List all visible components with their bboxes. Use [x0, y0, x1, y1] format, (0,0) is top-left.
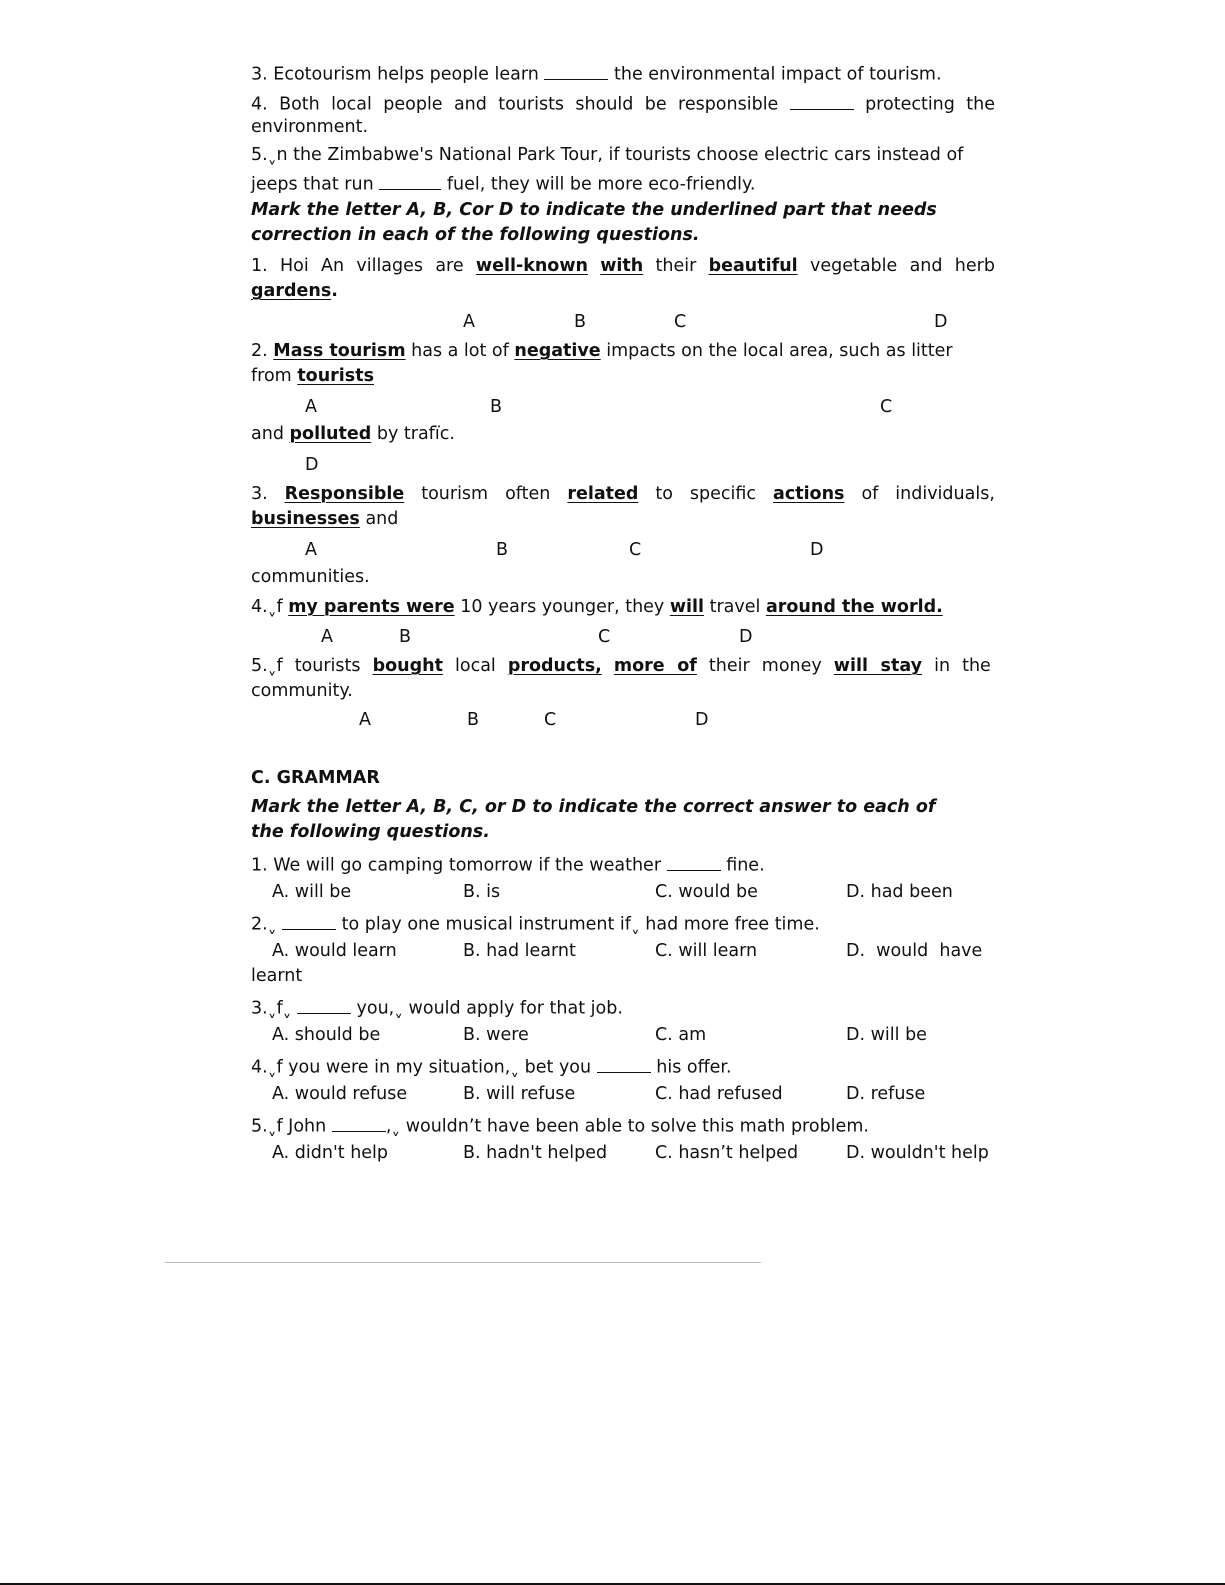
- option-d: D. had been: [846, 882, 953, 902]
- underlined-c: will: [669, 597, 705, 617]
- word: to: [655, 484, 673, 504]
- footer-divider: [165, 1262, 761, 1263]
- question-number: 3.: [251, 484, 268, 504]
- vocab-q3: [251, 61, 942, 85]
- question-text: to play one musical instrument ifˬ had more free time.: [341, 914, 820, 935]
- underlined-d: around the world.: [765, 597, 943, 617]
- question-text: by trafïc.: [376, 424, 455, 444]
- word: An: [321, 256, 345, 276]
- question-text: you,ˬ would apply for that job.: [356, 998, 623, 1019]
- letter-d: D: [810, 540, 824, 560]
- question-text: fuel, they will be more eco-friendly.: [446, 174, 756, 195]
- answer-blank: [544, 61, 608, 80]
- option-b: B. hadn't helped: [463, 1143, 608, 1163]
- word: individuals,: [895, 484, 995, 504]
- letter-c: C: [629, 540, 642, 560]
- option-a: A. didn't help: [272, 1143, 389, 1163]
- word: herb: [954, 256, 995, 276]
- question-text: 2.ˬ: [251, 914, 277, 935]
- question-text: impacts on the local area, such as litter: [606, 341, 953, 361]
- error-q5-line1: [251, 656, 991, 676]
- underlined-a: Responsible: [284, 484, 405, 504]
- question-number: 2.: [251, 341, 268, 361]
- question-number: 5.: [251, 656, 268, 676]
- underlined-b: products,: [507, 656, 602, 676]
- question-number: 3.: [251, 64, 268, 85]
- word: in: [934, 656, 951, 676]
- underlined-c: more of: [613, 656, 697, 676]
- word: their: [655, 256, 697, 276]
- word: tourists: [294, 656, 361, 676]
- letter-b: B: [467, 710, 480, 730]
- error-q2-line2: [251, 366, 374, 386]
- letter-a: A: [463, 312, 475, 332]
- word: specific: [689, 484, 757, 504]
- option-c: C. had refused: [655, 1084, 783, 1104]
- word: and: [909, 256, 943, 276]
- option-c: C. hasn’t helped: [655, 1143, 799, 1163]
- underlined-ab: my parents were: [288, 597, 455, 617]
- option-a: A. should be: [272, 1025, 381, 1045]
- vocab-q4-cont: environment.: [251, 117, 369, 137]
- underlined-a: well-known: [475, 256, 588, 276]
- letter-b: B: [399, 627, 412, 647]
- word: Hoi: [279, 256, 309, 276]
- grammar-q5: [251, 1113, 869, 1137]
- word: tourism: [421, 484, 489, 504]
- option-a: A. will be: [272, 882, 352, 902]
- option-c: C. will learn: [655, 941, 758, 961]
- option-a: A. would refuse: [272, 1084, 408, 1104]
- letter-c: C: [880, 397, 893, 417]
- answer-blank: [379, 171, 441, 190]
- grammar-q1: [251, 852, 765, 876]
- question-text: 3.ˬfˬ: [251, 998, 292, 1019]
- question-number: 1.: [251, 256, 268, 276]
- option-b: B. will refuse: [463, 1084, 576, 1104]
- error-instruction-line1: Mark the letter A, B, Cor D to indicate the underlined part that needs: [251, 200, 937, 220]
- option-b: B. were: [463, 1025, 529, 1045]
- answer-blank: [332, 1113, 386, 1132]
- question-text: 1. We will go camping tomorrow if the weather: [251, 855, 662, 876]
- underlined-c: beautiful: [708, 256, 798, 276]
- option-a: A. would learn: [272, 941, 397, 961]
- error-q3-line3: communities.: [251, 567, 370, 587]
- error-q2-line1: [251, 341, 995, 361]
- grammar-q2-cont: learnt: [251, 966, 303, 986]
- word: the: [962, 656, 991, 676]
- question-text: jeeps that run: [251, 174, 374, 195]
- vocab-q5-line2: [251, 171, 755, 195]
- answer-blank: [282, 911, 336, 930]
- underlined-b: related: [567, 484, 639, 504]
- letter-b: B: [496, 540, 509, 560]
- question-text: travel: [709, 597, 761, 617]
- question-number: 4.ˬf: [251, 597, 283, 617]
- word: villages: [356, 256, 424, 276]
- question-text: the environmental impact of tourism.: [614, 64, 942, 85]
- question-text: fine.: [726, 855, 765, 876]
- question-text: and: [251, 424, 284, 444]
- error-q1-line1: [251, 256, 995, 276]
- grammar-q2: [251, 911, 820, 935]
- question-text: has a lot of: [411, 341, 509, 361]
- question-text: his offer.: [656, 1057, 732, 1078]
- word: ˬf: [267, 656, 283, 676]
- question-text: and: [365, 509, 399, 529]
- question-text: 10 years younger, they: [460, 597, 665, 617]
- option-d: D. will be: [846, 1025, 927, 1045]
- word: often: [505, 484, 551, 504]
- error-q2-line3: [251, 424, 455, 444]
- underlined-d: polluted: [289, 424, 372, 444]
- underlined-c: tourists: [297, 366, 374, 386]
- underlined-d: will stay: [833, 656, 923, 676]
- error-q3-line1: [251, 484, 995, 504]
- word: local: [455, 656, 496, 676]
- letter-c: C: [544, 710, 557, 730]
- option-d: D. would have: [846, 941, 983, 961]
- option-d: D. refuse: [846, 1084, 926, 1104]
- letter-c: C: [674, 312, 687, 332]
- letter-a: A: [321, 627, 333, 647]
- letter-d: D: [934, 312, 948, 332]
- error-q5-line2: community.: [251, 681, 353, 701]
- underlined-d: gardens: [251, 281, 332, 301]
- underlined-a: Mass tourism: [273, 341, 406, 361]
- question-text: 5.ˬf John: [251, 1116, 327, 1137]
- word: money: [761, 656, 822, 676]
- question-text: Both local people and tourists should be responsible: [279, 94, 779, 115]
- option-b: B. had learnt: [463, 941, 576, 961]
- question-text: protecting the: [865, 94, 995, 115]
- option-c: C. would be: [655, 882, 758, 902]
- word: vegetable: [809, 256, 898, 276]
- answer-blank: [667, 852, 721, 871]
- grammar-q4: [251, 1054, 732, 1078]
- question-text: 4.ˬf you were in my situation,ˬ bet you: [251, 1057, 592, 1078]
- grammar-q3: [251, 995, 623, 1019]
- option-b: B. is: [463, 882, 501, 902]
- underlined-b: negative: [514, 341, 601, 361]
- question-text: ,ˬ wouldn’t have been able to solve this math problem.: [385, 1116, 869, 1137]
- letter-a: A: [305, 540, 317, 560]
- letter-b: B: [574, 312, 587, 332]
- option-d: D. wouldn't help: [846, 1143, 989, 1163]
- vocab-q4: [251, 91, 995, 115]
- letter-b: B: [490, 397, 503, 417]
- vocab-q5-line1: 5.ˬn the Zimbabwe's National Park Tour, if tourists choose electric cars instead of: [251, 145, 964, 165]
- word: are: [435, 256, 464, 276]
- answer-blank: [597, 1054, 651, 1073]
- error-q1-line2: [251, 281, 338, 301]
- error-q4-line1: [251, 597, 943, 617]
- question-text: from: [251, 366, 292, 386]
- letter-a: A: [359, 710, 371, 730]
- letter-c: C: [598, 627, 611, 647]
- letter-d: D: [739, 627, 753, 647]
- underlined-a: bought: [372, 656, 443, 676]
- answer-blank: [790, 91, 854, 110]
- period: .: [331, 281, 338, 301]
- grammar-instruction-line2: the following questions.: [251, 822, 490, 842]
- underlined-d: businesses: [251, 509, 360, 529]
- error-instruction-line2: correction in each of the following questions.: [251, 225, 700, 245]
- question-number: 4.: [251, 94, 268, 115]
- option-c: C. am: [655, 1025, 707, 1045]
- word: their: [708, 656, 750, 676]
- grammar-title: C. GRAMMAR: [251, 768, 380, 788]
- word: of: [861, 484, 879, 504]
- letter-a: A: [305, 397, 317, 417]
- grammar-instruction-line1: Mark the letter A, B, C, or D to indicate the correct answer to each of: [251, 797, 936, 817]
- underlined-b: with: [600, 256, 644, 276]
- question-text: Ecotourism helps people learn: [273, 64, 539, 85]
- error-q3-line2: [251, 509, 398, 529]
- letter-d: D: [305, 455, 319, 475]
- letter-d: D: [695, 710, 709, 730]
- answer-blank: [297, 995, 351, 1014]
- underlined-c: actions: [773, 484, 845, 504]
